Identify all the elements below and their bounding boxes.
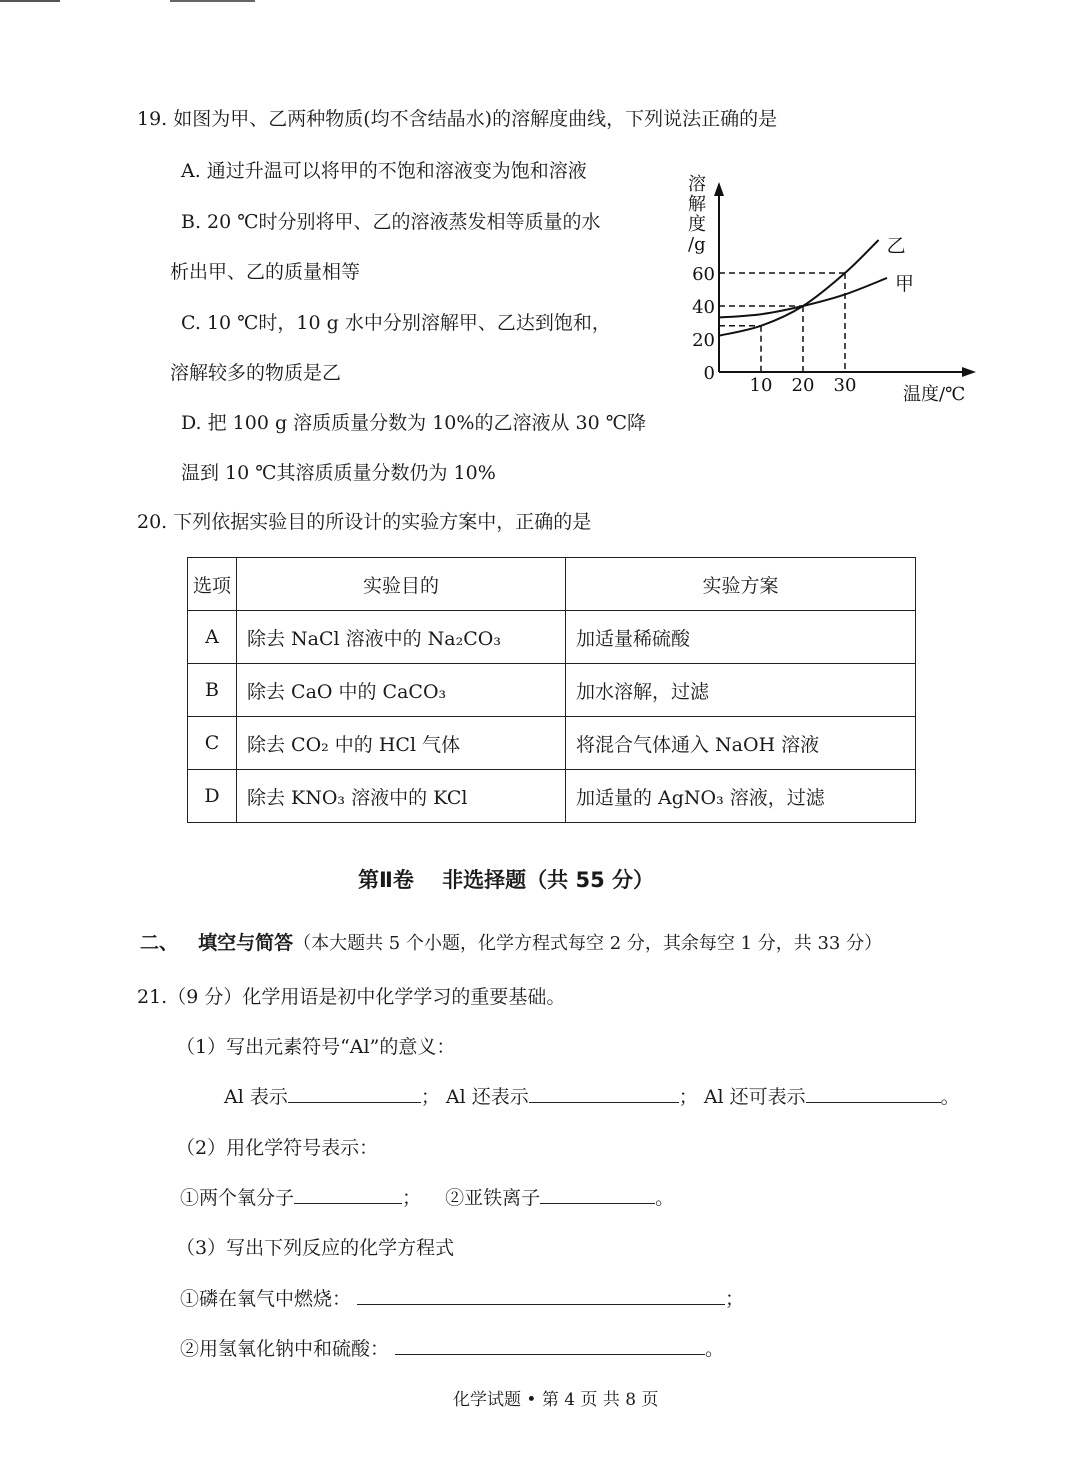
row-plan: 加适量稀硫酸	[566, 611, 916, 664]
x-axis-label: 温度/℃	[903, 384, 966, 405]
y-tick-label: 60	[692, 264, 715, 285]
x-axis-arrow-icon	[962, 367, 976, 377]
y-axis-label: /g	[688, 234, 706, 255]
terminator: 。	[940, 1086, 960, 1108]
q19-option-d-cont: 温到 10 ℃其溶质质量分数仍为 10%	[181, 462, 496, 484]
y-tick-label: 40	[692, 297, 715, 318]
scan-edge-mark	[0, 0, 60, 2]
q19-option-b-cont: 析出甲、乙的质量相等	[170, 261, 361, 283]
x-tick-label: 10	[749, 375, 773, 396]
header-option: 选项	[188, 558, 237, 611]
q21-part2-prompt: （2）用化学符号表示：	[176, 1137, 379, 1159]
table-row	[188, 664, 916, 717]
scan-edge-mark	[170, 0, 255, 2]
q19-option-c-cont: 溶解较多的物质是乙	[170, 362, 342, 384]
answer-blank-two-o2[interactable]	[294, 1185, 402, 1204]
q19-option-d: D. 把 100 g 溶质质量分数为 10%的乙溶液从 30 ℃降	[181, 412, 646, 434]
q21-stem: 21.（9 分）化学用语是初中化学学习的重要基础。	[137, 986, 566, 1008]
row-option: D	[188, 770, 237, 823]
al-meaning-label-1: Al 表示	[224, 1086, 288, 1108]
answer-blank-al-1[interactable]	[288, 1084, 421, 1103]
section-note: （本大题共 5 个小题，化学方程式每空 2 分，其余每空 1 分，共 33 分）	[293, 933, 883, 954]
q19-option-a: A. 通过升温可以将甲的不饱和溶液变为饱和溶液	[181, 160, 587, 182]
separator: ；	[402, 1187, 422, 1209]
row-aim: 除去 KNO₃ 溶液中的 KCl	[237, 770, 566, 823]
q21-part1-prompt: （1）写出元素符号“Al”的意义：	[176, 1036, 456, 1058]
y-axis-label: 溶	[688, 174, 706, 195]
row-aim: 除去 CO₂ 中的 HCl 气体	[237, 717, 566, 770]
two-oxygen-molecules-label: ①两个氧分子	[180, 1187, 295, 1209]
row-plan: 加水溶解，过滤	[566, 664, 916, 717]
answer-blank-equation-1[interactable]	[357, 1286, 725, 1305]
answer-blank-al-3[interactable]	[806, 1084, 941, 1103]
row-option: B	[188, 664, 237, 717]
series-label: 甲	[895, 272, 915, 295]
q20-stem: 20. 下列依据实验目的所设计的实验方案中，正确的是	[137, 511, 592, 533]
ferrous-ion-label: ②亚铁离子	[445, 1187, 541, 1209]
table-row	[188, 611, 916, 664]
q21-part3-prompt: （3）写出下列反应的化学方程式	[176, 1237, 455, 1259]
table-row	[188, 770, 916, 823]
answer-blank-fe2[interactable]	[540, 1185, 655, 1204]
header-plan: 实验方案	[566, 558, 916, 611]
terminator: ；	[725, 1288, 745, 1310]
section-title: 填空与简答	[198, 932, 294, 954]
al-meaning-label-3: Al 还可表示	[703, 1086, 806, 1108]
series-curve-yi	[719, 240, 879, 336]
series-label: 乙	[886, 235, 906, 257]
q19-option-b: B. 20 ℃时分别将甲、乙的溶液蒸发相等质量的水	[181, 211, 601, 233]
row-aim: 除去 CaO 中的 CaCO₃	[237, 664, 566, 717]
x-tick-label: 30	[833, 375, 857, 396]
row-plan: 加适量的 AgNO₃ 溶液，过滤	[566, 770, 916, 823]
y-tick-label: 0	[703, 363, 715, 384]
y-axis-label: 解	[688, 194, 706, 215]
answer-blank-al-2[interactable]	[529, 1084, 679, 1103]
q19-stem: 19. 如图为甲、乙两种物质(均不含结晶水)的溶解度曲线，下列说法正确的是	[137, 108, 778, 130]
q21-part3-eq2	[180, 1336, 724, 1361]
row-aim: 除去 NaCl 溶液中的 Na₂CO₃	[237, 611, 566, 664]
separator: ；	[678, 1086, 698, 1108]
answer-blank-equation-2[interactable]	[395, 1336, 705, 1355]
terminator: 。	[655, 1187, 675, 1209]
row-option: C	[188, 717, 237, 770]
terminator: 。	[705, 1338, 725, 1360]
phosphorus-combustion-label: ①磷在氧气中燃烧：	[180, 1288, 352, 1310]
neutralization-label: ②用氢氧化钠中和硫酸：	[180, 1338, 390, 1360]
part2-title: 第Ⅱ卷 非选择题（共 55 分）	[358, 868, 654, 892]
solubility-chart	[680, 160, 990, 410]
q21-part1-blanks	[224, 1084, 960, 1109]
y-axis-label: 度	[688, 214, 706, 235]
q21-part3-eq1	[180, 1286, 744, 1311]
q21-part2-blanks	[180, 1185, 674, 1210]
y-tick-label: 20	[692, 330, 715, 351]
y-axis-arrow-icon	[714, 182, 724, 196]
row-option: A	[188, 611, 237, 664]
section-number: 二、	[140, 932, 179, 954]
table-row	[188, 717, 916, 770]
row-plan: 将混合气体通入 NaOH 溶液	[566, 717, 916, 770]
q19-option-c: C. 10 ℃时，10 g 水中分别溶解甲、乙达到饱和，	[181, 312, 611, 334]
experiment-table	[187, 557, 916, 823]
separator: ；	[420, 1086, 440, 1108]
header-aim: 实验目的	[237, 558, 566, 611]
page-footer: 化学试题 • 第 4 页 共 8 页	[453, 1390, 659, 1410]
section-heading	[140, 931, 882, 956]
table-header-row	[188, 558, 916, 611]
al-meaning-label-2: Al 还表示	[445, 1086, 529, 1108]
x-tick-label: 20	[791, 375, 815, 396]
